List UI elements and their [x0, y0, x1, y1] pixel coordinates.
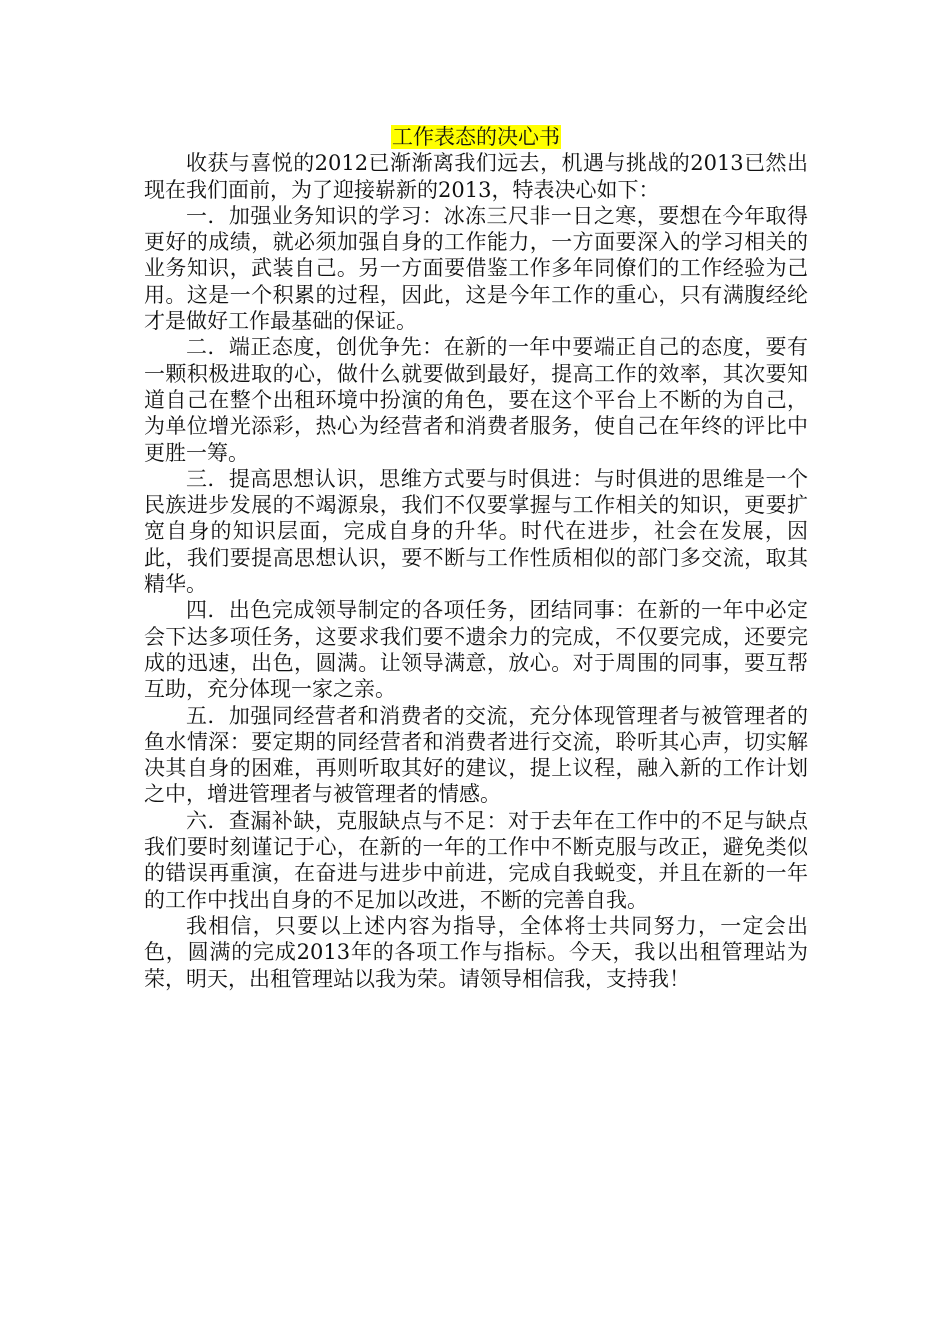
paragraph-point-5: 五．加强同经营者和消费者的交流，充分体现管理者与被管理者的鱼水情深：要定期的同经营者和消费者进行交流，聆听其心声，切实解决其自身的困难，再则听取其好的建议，提上议程，融入新的工作计划之中，增进管理者与被管理者的情感。	[144, 703, 808, 807]
paragraph-point-6: 六．查漏补缺，克服缺点与不足：对于去年在工作中的不足与缺点我们要时刻谨记于心，在新的一年的工作中不断克服与改正，避免类似的错误再重演，在奋进与进步中前进，完成自我蜕变，并且在新的一年的工作中找出自身的不足加以改进，不断的完善自我。	[144, 808, 808, 912]
paragraph-conclusion: 我相信，只要以上述内容为指导，全体将士共同努力，一定会出色，圆满的完成2013年的各项工作与指标。今天，我以出租管理站为荣，明天，出租管理站以我为荣。请领导相信我，支持我！	[144, 913, 808, 991]
paragraph-point-4: 四．出色完成领导制定的各项任务，团结同事：在新的一年中必定会下达多项任务，这要求我们要不遗余力的完成，不仅要完成，还要完成的迅速，出色，圆满。让领导满意，放心。对于周围的同事，要互帮互助，充分体现一家之亲。	[144, 598, 808, 702]
title-line	[144, 124, 808, 150]
document-body	[144, 124, 808, 992]
paragraph-point-3: 三．提高思想认识，思维方式要与时俱进：与时俱进的思维是一个民族进步发展的不竭源泉，我们不仅要掌握与工作相关的知识，更要扩宽自身的知识层面，完成自身的升华。时代在进步，社会在发展，因此，我们要提高思想认识，要不断与工作性质相似的部门多交流，取其精华。	[144, 466, 808, 597]
paragraph-intro: 收获与喜悦的2012已渐渐离我们远去，机遇与挑战的2013已然出现在我们面前，为了迎接崭新的2013，特表决心如下：	[144, 151, 808, 202]
document-title: 工作表态的决心书	[392, 125, 560, 149]
paragraph-point-1: 一．加强业务知识的学习：冰冻三尺非一日之寒，要想在今年取得更好的成绩，就必须加强自身的工作能力，一方面要深入的学习相关的业务知识，武装自己。另一方面要借鉴工作多年同僚们的工作经验为己用。这是一个积累的过程，因此，这是今年工作的重心，只有满腹经纶才是做好工作最基础的保证。	[144, 203, 808, 334]
paragraph-point-2: 二．端正态度，创优争先：在新的一年中要端正自己的态度，要有一颗积极进取的心，做什么就要做到最好，提高工作的效率，其次要知道自己在整个出租环境中扮演的角色，要在这个平台上不断的为自己，为单位增光添彩，热心为经营者和消费者服务，使自己在年终的评比中更胜一筹。	[144, 335, 808, 465]
